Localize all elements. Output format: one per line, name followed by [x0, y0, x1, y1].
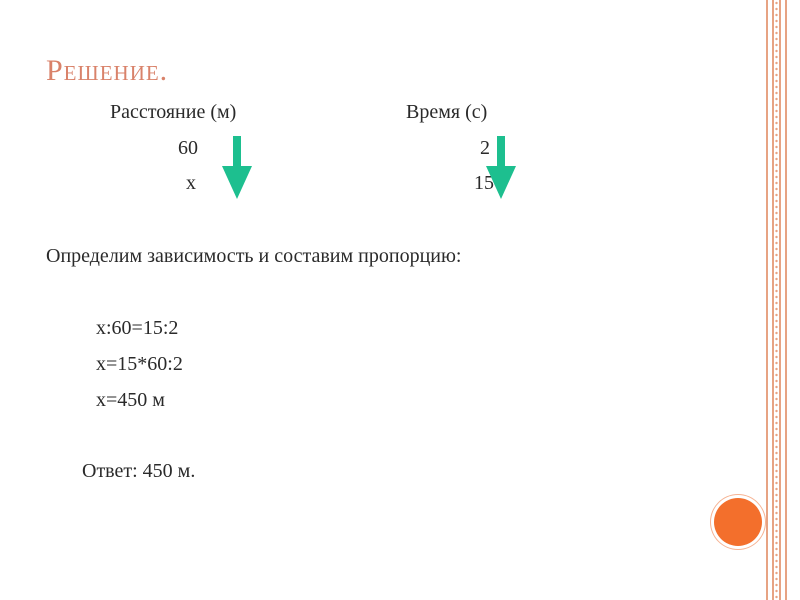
border-line — [779, 0, 781, 600]
step-3: x=450 м — [96, 389, 165, 411]
border-dots — [775, 0, 778, 600]
border-line — [766, 0, 768, 600]
header-time: Время (с) — [406, 101, 488, 123]
slide-title: Решение. — [46, 54, 169, 87]
answer: Ответ: 450 м. — [82, 460, 196, 482]
header-distance: Расстояние (м) — [110, 101, 237, 123]
step-1: x:60=15:2 — [96, 317, 179, 339]
border-line — [772, 0, 774, 600]
time-value-1: 2 — [480, 137, 490, 159]
distance-value-2: x — [186, 172, 196, 194]
arrow-down-icon — [222, 136, 252, 200]
time-value-2: 15 — [474, 172, 494, 194]
step-2: x=15*60:2 — [96, 353, 183, 375]
statement: Определим зависимость и составим пропорцию: — [46, 245, 462, 267]
arrow-down-icon — [486, 136, 516, 200]
distance-value-1: 60 — [178, 137, 198, 159]
border-line — [785, 0, 787, 600]
decorative-circle — [714, 498, 762, 546]
